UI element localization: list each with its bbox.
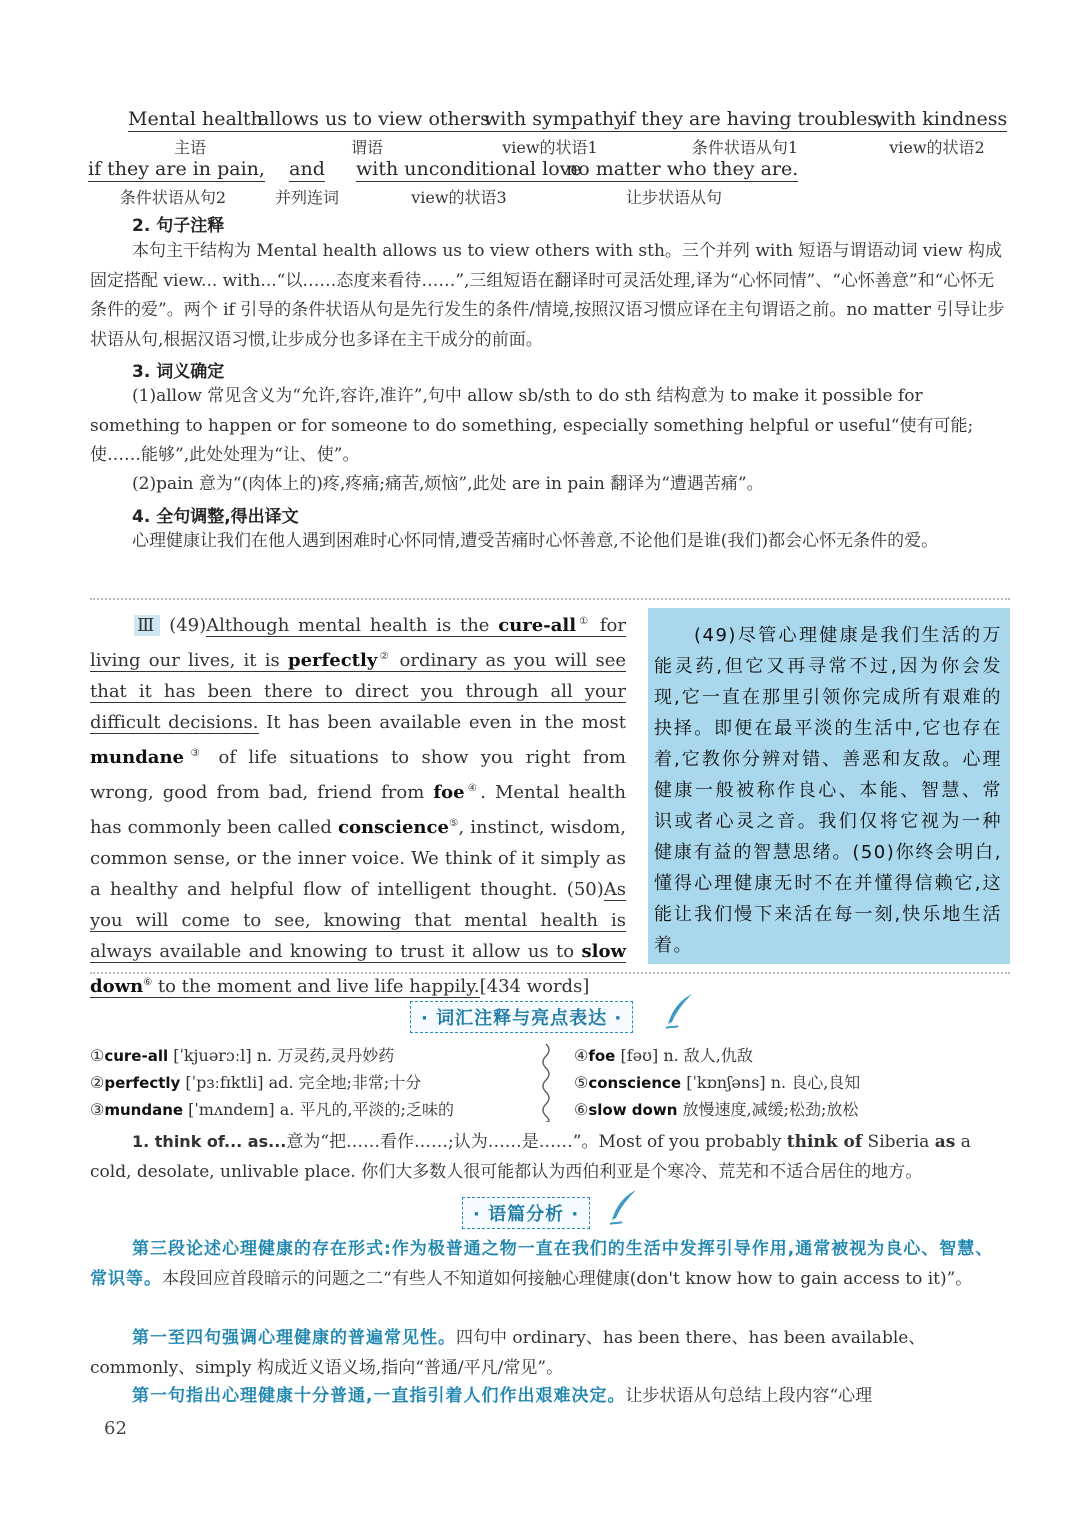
note-mark: ④ — [464, 783, 481, 794]
analysis-text: 四句中 ordinary、has been there、has been available、commonly、simply 构成近义语义场,指向“普通/平凡/常见”。 — [90, 1328, 926, 1378]
vocab-num: ① — [90, 1046, 105, 1065]
analysis-highlight: 第一句指出心理健康十分普通,一直指引着人们作出艰难决定。 — [132, 1386, 626, 1406]
seg-condition-2 — [88, 158, 265, 208]
phrase-text: Siberia — [862, 1132, 935, 1152]
passage-text: . Mental health has commonly been called — [90, 782, 627, 838]
passage-text: of life situations to show you right from wrong, good from bad, friend from — [90, 747, 627, 803]
quill-icon — [604, 1188, 640, 1228]
passage-text: ordinary as you will see that it has been there to direct you through all your difficult decisions. — [90, 650, 627, 733]
passage-text: Although mental health is the — [206, 615, 499, 636]
seg-adverbial-2 — [874, 108, 1008, 158]
seg-en: no matter who they are. — [566, 158, 799, 180]
paragraph-allow: (1)allow 常见含义为“允许,容许,准许”,句中 allow sb/sth to do sth 结构意为 to make it possible for something to happen or for someone to do something, especially something helpful or useful“使有可能;使……能够”,此处处理为“让、使”。 — [90, 386, 974, 465]
vocab-word: slow down — [588, 1101, 678, 1119]
seg-en: with unconditional love — [356, 158, 582, 180]
phrase-text: 意为“把……看作……;认为……是……”。Most of you probably — [286, 1132, 787, 1152]
seg-concession — [566, 158, 799, 208]
vocab-num: ⑥ — [574, 1100, 589, 1119]
heading-final-translation: 4. 全句调整,得出译文 — [132, 507, 299, 527]
paragraph-pain: (2)pain 意为“(肉体上的)疼,疼痛;痛苦,烦恼”,此处 are in pain 翻译为“遭遇苦痛”。 — [132, 474, 764, 494]
vocab-def: [ˈpɜːfɪktli] ad. 完全地;非常;十分 — [180, 1073, 422, 1092]
seg-en: allows us to view others — [258, 108, 490, 130]
translation-text: (49)尽管心理健康是我们生活的万能灵药,但它又再寻常不过,因为你会发现,它一直在那里引领你完成所有艰难的抉择。即便在最平淡的生活中,它也存在着,它教你分辨对错、善恶和友敌。心理健康一般被称作良心、本能、智慧、常识或者心灵之音。我们仅将它视为一种健康有益的智慧思绪。(50)你终会明白,懂得心理健康无时不在并懂得信赖它,这能让我们慢下来活在每一刻,快乐地生活着。 — [654, 625, 1002, 956]
seg-zh: view的状语3 — [411, 188, 507, 207]
vocab-entry-slow-down — [574, 1096, 858, 1124]
sentence-number-49: (49) — [169, 615, 207, 636]
passage-text: As you will come to see, knowing that mental health is always available and knowing to trust it allow us to — [90, 879, 626, 962]
analysis-section-badge: · 语篇分析 · — [462, 1197, 590, 1229]
vocab-entry-conscience — [574, 1069, 860, 1097]
seg-condition-1 — [622, 108, 884, 158]
seg-predicate — [258, 108, 490, 158]
divider-bottom — [90, 972, 1010, 974]
seg-en: Mental health — [128, 108, 263, 130]
vocab-word: conscience — [588, 1074, 682, 1092]
passage-text: for living our lives, it is — [90, 615, 626, 671]
vocab-section-badge: · 词汇注释与亮点表达 · — [410, 1001, 633, 1033]
analysis-paragraph-3 — [90, 1382, 1010, 1412]
quill-icon — [660, 992, 696, 1032]
seg-adverbial-3 — [356, 158, 582, 208]
passage-text: , instinct, wisdom, common sense, or the inner voice. We think of it simply as a healthy and helpful flow of intelligent thought. — [90, 817, 627, 900]
seg-zh: view的状语1 — [502, 138, 598, 157]
analysis-highlight: 第三段论述心理健康的存在形式:作为极普通之物一直在我们的生活中发挥引导作用,通常被视为良心、智慧、常识等。 — [90, 1239, 994, 1289]
vocab-word: mundane — [104, 1101, 184, 1119]
analysis-highlight: 第一至四句强调心理健康的普遍常见性。 — [132, 1328, 456, 1348]
seg-en: and — [289, 158, 325, 180]
vocab-word: perfectly — [104, 1074, 181, 1092]
passage-text: It has been available even in the most — [258, 712, 627, 733]
wavy-divider — [540, 1044, 552, 1122]
vocab-def: [ˈkjuərɔːl] n. 万灵药,灵丹妙药 — [168, 1046, 395, 1065]
divider-top — [90, 598, 1010, 600]
translation-box — [648, 608, 1010, 964]
vocab-word-conscience: conscience — [337, 817, 449, 838]
note-mark: ⑤ — [448, 818, 459, 829]
seg-zh: 让步状语从句 — [625, 188, 722, 207]
seg-zh: 并列连词 — [274, 188, 339, 207]
note-mark: ③ — [184, 748, 207, 759]
heading-sentence-notes: 2. 句子注释 — [132, 216, 225, 236]
vocab-num: ⑤ — [574, 1073, 589, 1092]
sentence-number-50: (50) — [566, 879, 604, 900]
seg-zh: 条件状语从句1 — [691, 138, 799, 157]
heading-word-meaning: 3. 词义确定 — [132, 362, 225, 382]
vocab-word-foe: foe — [433, 782, 465, 803]
note-mark: ① — [576, 616, 592, 627]
vocab-num: ④ — [574, 1046, 589, 1065]
paragraph-sentence-notes: 本句主干结构为 Mental health allows us to view others with sth。三个并列 with 短语与谓语动词 view 构成固定搭配 view... with...“以……态度来看待……”,三组短语在翻译时可灵活处理,译为“心怀同情”、“心怀善意”和“心怀无条件的爱”。两个 if 引导的条件状语从句是先行发生的条件/情境,按照汉语习惯应译在主句谓语之前。no matter 引导让步状语从句,根据汉语习惯,让步成分也多译在主干成分的前面。 — [90, 241, 1005, 350]
seg-adverbial-1 — [484, 108, 625, 158]
vocab-word-cure-all: cure-all — [498, 615, 577, 636]
phrase-note — [90, 1127, 1010, 1187]
vocab-word-mundane: mundane — [90, 747, 185, 768]
seg-zh: 条件状语从句2 — [119, 188, 227, 207]
seg-conjunction — [264, 158, 350, 208]
seg-en: with kindness — [874, 108, 1008, 130]
section-marker: Ⅲ — [134, 615, 160, 636]
seg-en: if they are having troubles, — [622, 108, 884, 130]
vocab-word: cure-all — [104, 1047, 169, 1065]
vocab-num: ③ — [90, 1100, 105, 1119]
reading-passage — [90, 606, 626, 1002]
analysis-paragraph-2 — [90, 1324, 1010, 1383]
vocab-def: [ˈkɒnʃəns] n. 良心,良知 — [681, 1073, 861, 1092]
vocab-word-slow-down: slow down — [90, 941, 626, 997]
seg-subject — [128, 108, 263, 158]
word-count: [434 words] — [479, 976, 590, 997]
phrase-text: a cold, desolate, unlivable place. 你们大多数人很可能都认为西伯利亚是个寒冷、荒芜和不适合居住的地方。 — [90, 1132, 971, 1182]
vocab-entry-mundane — [90, 1096, 454, 1124]
analysis-paragraph-1 — [90, 1235, 1010, 1294]
vocab-num: ② — [90, 1073, 105, 1092]
analysis-text: 让步状语从句总结上段内容“心理 — [625, 1386, 873, 1406]
seg-zh: 谓语 — [350, 138, 383, 157]
seg-zh: view的状语2 — [889, 138, 985, 157]
analysis-text: 本段回应首段暗示的问题之二“有些人不知道如何接触心理健康(don't know how to gain access to it)”。 — [162, 1268, 973, 1289]
phrase-bold: think of — [786, 1132, 863, 1152]
phrase-bold: as — [934, 1132, 956, 1152]
vocab-word: foe — [588, 1047, 616, 1065]
passage-text: to the moment and live life happily. — [152, 976, 480, 997]
seg-en: with sympathy — [484, 108, 625, 130]
vocab-entry-foe — [574, 1042, 753, 1070]
vocab-def: [fəʊ] n. 敌人,仇敌 — [615, 1046, 753, 1065]
page-number: 62 — [104, 1418, 127, 1439]
seg-zh: 主语 — [173, 138, 206, 157]
phrase-label: 1. think of... as... — [132, 1132, 287, 1151]
vocab-entry-perfectly — [90, 1069, 421, 1097]
note-mark: ② — [377, 651, 392, 662]
paragraph-final-translation: 心理健康让我们在他人遇到困难时心怀同情,遭受苦痛时心怀善意,不论他们是谁(我们)都会心怀无条件的爱。 — [132, 531, 939, 551]
vocab-entry-cure-all — [90, 1042, 394, 1070]
vocab-def: [ˈmʌndeɪn] a. 平凡的,平淡的;乏味的 — [183, 1100, 454, 1119]
vocab-def: 放慢速度,减缓;松劲;放松 — [677, 1100, 859, 1119]
seg-en: if they are in pain, — [88, 158, 265, 180]
vocab-word-perfectly: perfectly — [288, 650, 378, 671]
note-mark: ⑥ — [143, 977, 153, 988]
